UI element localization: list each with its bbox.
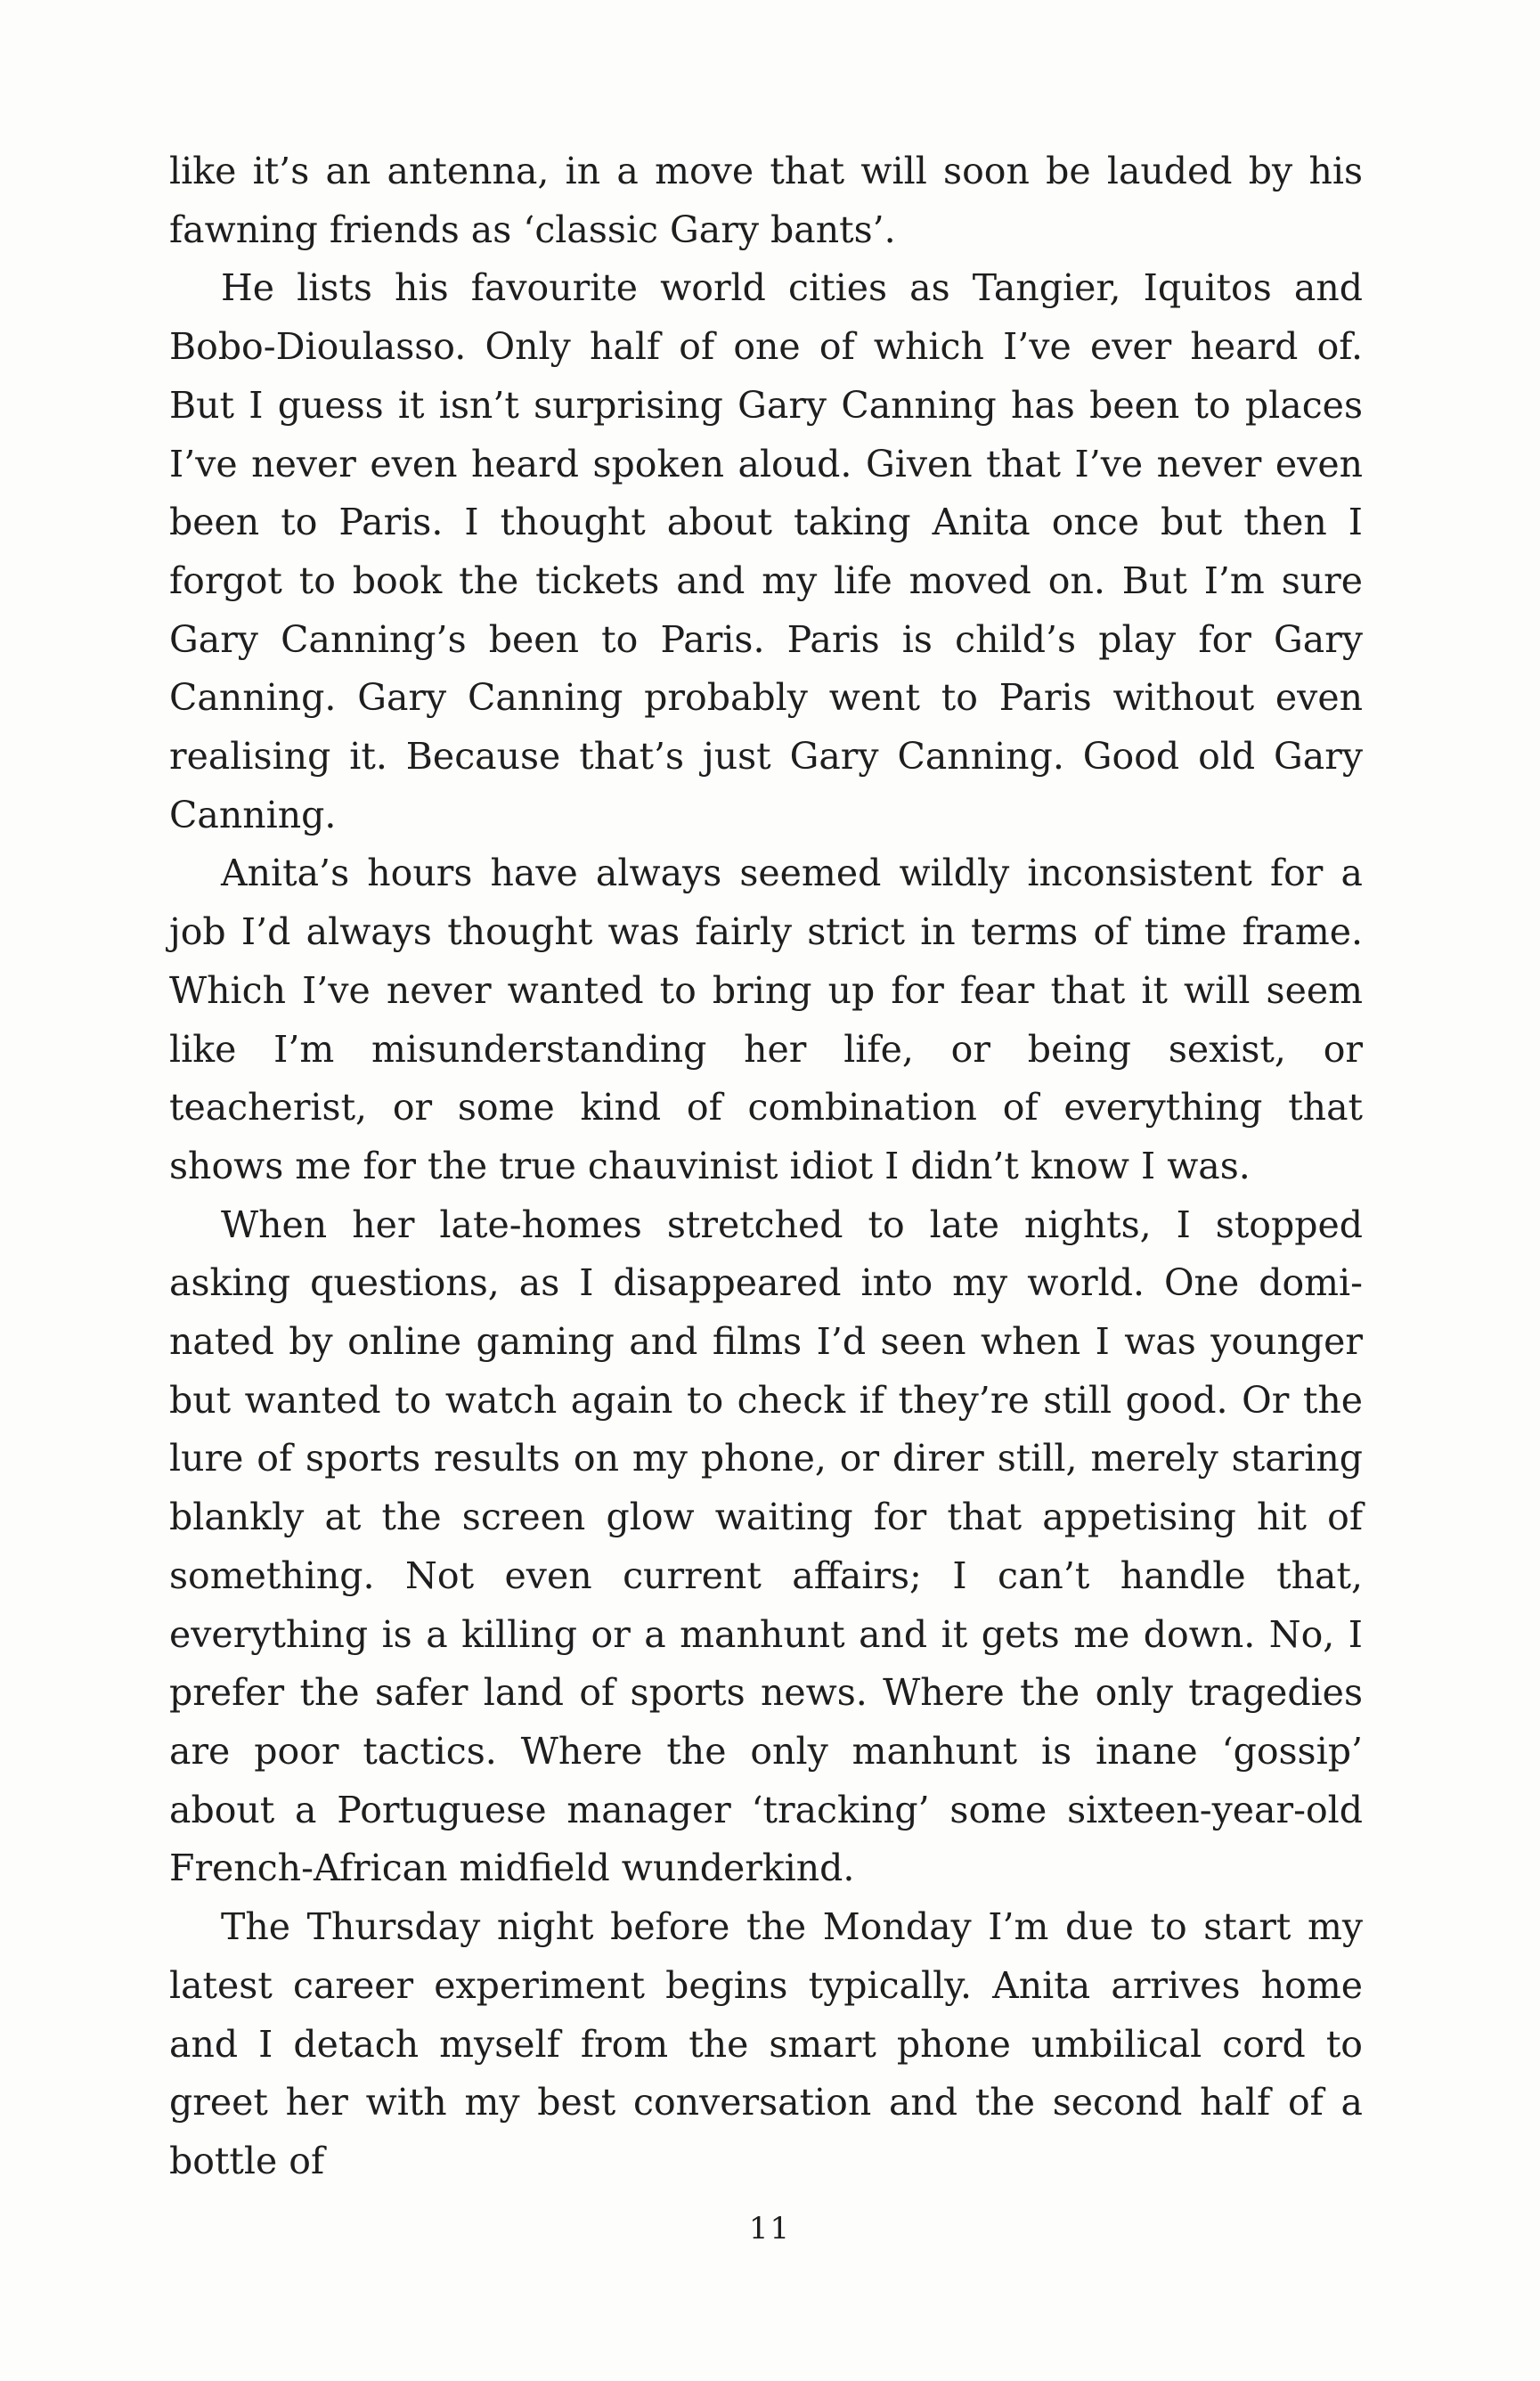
paragraph-continuation: like it’s an antenna, in a move that will soon be lauded by his fawning friends as ‘classic Gary bants’. — [169, 150, 1363, 251]
body-text — [169, 143, 1363, 2191]
paragraph-late-nights: When her late-homes stretched to late nights, I stopped asking questions, as I disappeared into my world. One dominated by online gaming and films I’d seen when I was younger but wanted to watch again to check if they’re still good. Or the lure of sports results on my phone, or direr still, merely staring blankly at the screen glow waiting for that appetising hit of something. Not even current affairs; I can’t handle that, everything is a killing or a manhunt and it gets me down. No, I prefer the safer land of sports news. Where the only tragedies are poor tactics. Where the only manhunt is inane ‘gossip’ about a Portuguese manager ‘tracking’ some sixteen-year-old French-African midfield wunderkind. — [169, 1203, 1363, 1890]
paragraph-anita-hours: Anita’s hours have always seemed wildly inconsistent for a job I’d always thought was fairly strict in terms of time frame. Which I’ve never wanted to bring up for fear that it will seem like I’m misunderstanding her life, or being sexist, or teacherist, or some kind of combination of everything that shows me for the true chauvinist idiot I didn’t know I was. — [169, 852, 1363, 1187]
paragraph-thursday-night: The Thursday night before the Monday I’m due to start my latest career experiment begins typically. Anita arrives home and I detach myself from the smart phone umbilical cord to greet her with my best conversation and the second half of a bottle of — [169, 1905, 1363, 2182]
page-number: 11 — [748, 2211, 792, 2246]
paragraph-favourite-cities: He lists his favourite world cities as Tangier, Iquitos and Bobo-Dioulasso. Only half of one of which I’ve ever heard of. But I guess it isn’t surprising Gary Canning has been to places I’ve never even heard spoken aloud. Given that I’ve never even been to Paris. I thought about taking Anita once but then I forgot to book the tickets and my life moved on. But I’m sure Gary Canning’s been to Paris. Paris is child’s play for Gary Canning. Gary Canning probably went to Paris without even realising it. Because that’s just Gary Canning. Good old Gary Canning. — [169, 266, 1363, 836]
